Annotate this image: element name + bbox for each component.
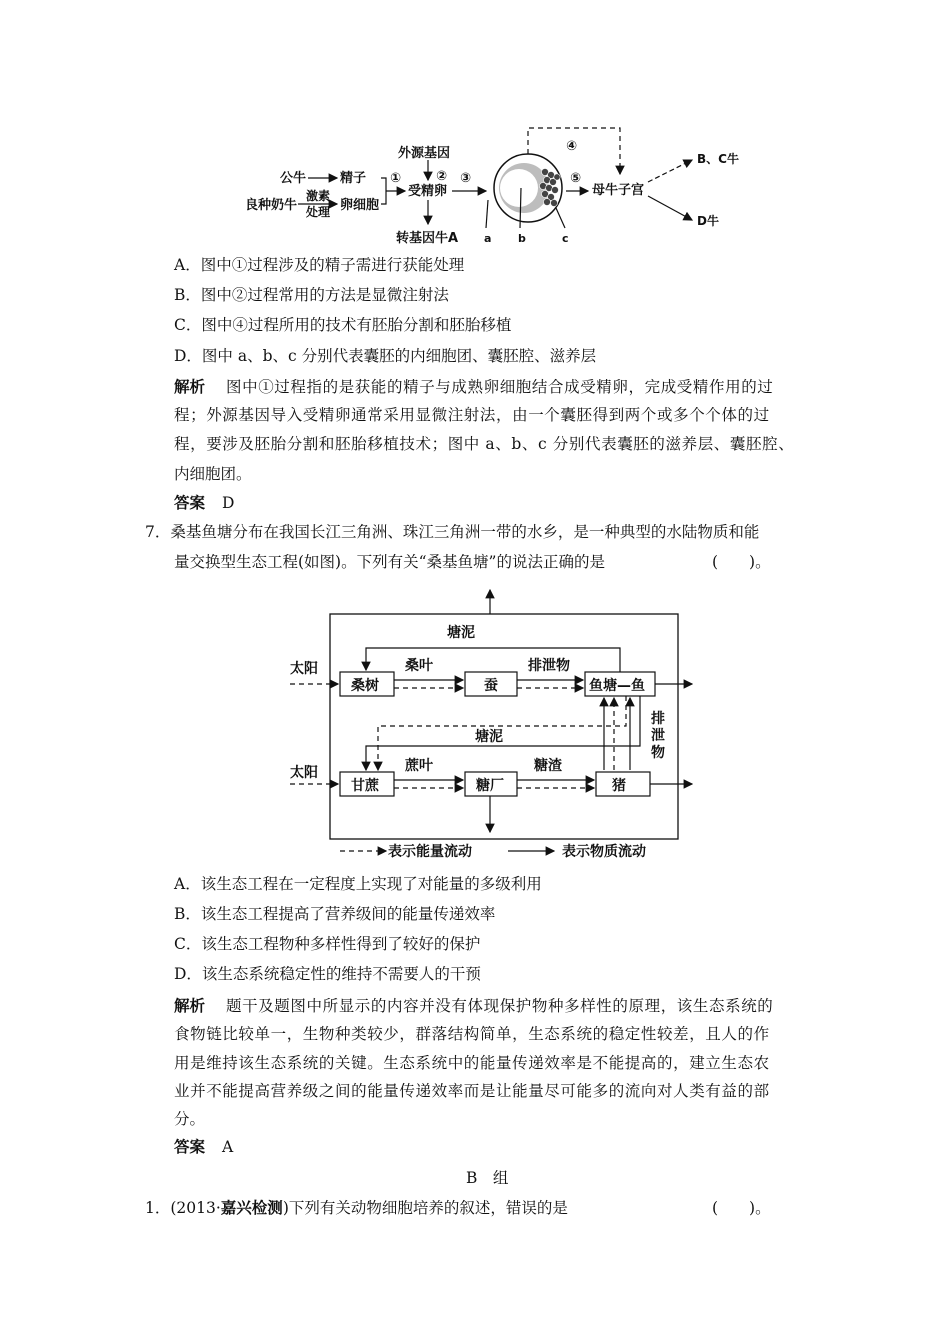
excrement-v-2: 泄 <box>651 728 665 744</box>
legend-matter-label: 表示物质流动 <box>562 844 646 860</box>
bull-label: 公牛 <box>280 171 307 186</box>
sugar-mill-box: 糖厂 <box>476 778 504 794</box>
step4-label: ④ <box>566 139 578 154</box>
section-b-heading: B 组 <box>466 1169 509 1187</box>
q7-analysis-line-2: 食物链比较单一，生物种类较少，群落结构简单，生态系统的稳定性较差，且人的作 <box>174 1025 770 1043</box>
fertilized-egg-label: 受精卵 <box>408 184 448 199</box>
q6-option-b: B．图中②过程常用的方法是显微注射法 <box>174 286 449 304</box>
q7-answer-label: 答案 <box>174 1138 206 1156</box>
q7-stem-line-1: 7．桑基鱼塘分布在我国长江三角洲、珠江三角洲一带的水乡，是一种典型的水陆物质和能 <box>145 523 760 541</box>
q7-option-a: A．该生态工程在一定程度上实现了对能量的多级利用 <box>174 875 542 893</box>
q7-answer-paren: ( )。 <box>712 553 771 571</box>
q7-option-d: D．该生态系统稳定性的维持不需要人的干预 <box>174 965 481 983</box>
label-b: b <box>518 232 526 245</box>
q6-analysis-line-4: 内细胞团。 <box>174 465 252 483</box>
mulberry-leaf-label: 桑叶 <box>405 658 433 674</box>
b1-prefix: 1．(2013· <box>145 1199 221 1217</box>
label-a: a <box>484 232 492 245</box>
transgenic-label: 转基因牛A <box>396 231 459 246</box>
q6-answer: D <box>222 494 235 512</box>
b1-question <box>145 1198 568 1218</box>
fishpond-box: 鱼塘—鱼 <box>589 678 645 694</box>
cow-label: 良种奶牛 <box>245 198 298 213</box>
egg-label: 卵细胞 <box>340 198 380 213</box>
uterus-label: 母牛子宫 <box>592 183 645 198</box>
q6-analysis-line-2: 程；外源基因导入受精卵通常采用显微注射法，由一个囊胚得到两个或多个个体的过 <box>174 406 770 424</box>
q7-analysis-line-4: 业并不能提高营养级之间的能量传递效率而是让能量尽可能多的流向对人类有益的部 <box>174 1082 770 1100</box>
q6-option-c: C．图中④过程所用的技术有胚胎分割和胚胎移植 <box>174 316 512 334</box>
q7-stem-line-2: 量交换型生态工程(如图)。下列有关“桑基鱼塘”的说法正确的是 <box>174 553 605 571</box>
q7-analysis-label: 解析 <box>174 997 206 1015</box>
q6-analysis-line-1: 图中①过程指的是获能的精子与成熟卵细胞结合成受精卵，完成受精作用的过 <box>226 378 774 396</box>
q7-option-c: C．该生态工程物种多样性得到了较好的保护 <box>174 935 481 953</box>
d-cow-label: D牛 <box>697 214 719 228</box>
q6-analysis-line-3: 程，要涉及胚胎分割和胚胎移植技术；图中 a、b、c 分别代表囊胚的滋养层、囊胚腔、 <box>174 435 795 453</box>
b1-text: )下列有关动物细胞培养的叙述，错误的是 <box>282 1199 568 1217</box>
sun-label-1: 太阳 <box>290 661 318 677</box>
q6-answer-label: 答案 <box>174 494 206 512</box>
label-c: c <box>562 232 569 245</box>
sugarcane-box: 甘蔗 <box>351 778 379 794</box>
mulberry-fishpond-diagram <box>0 580 950 870</box>
bc-cow-label: B、C牛 <box>697 152 739 166</box>
pond-mud-top-label: 塘泥 <box>447 625 475 641</box>
pig-box: 猪 <box>612 778 626 794</box>
legend-energy-label: 表示能量流动 <box>388 844 472 860</box>
b1-answer-paren: ( )。 <box>712 1199 771 1217</box>
sugar-residue-label: 糖渣 <box>534 758 562 774</box>
hormone-label-1: 激素 <box>306 189 331 203</box>
b1-source: 嘉兴检测 <box>220 1199 283 1217</box>
cane-leaf-label: 蔗叶 <box>405 758 433 774</box>
q6-option-d: D．图中 a、b、c 分别代表囊胚的内细胞团、囊胚腔、滋养层 <box>174 347 597 365</box>
q7-analysis-line-5: 分。 <box>174 1110 206 1128</box>
foreign-gene-label: 外源基因 <box>398 146 451 161</box>
q6-option-a: A．图中①过程涉及的精子需进行获能处理 <box>174 256 465 274</box>
pond-mud-mid-label: 塘泥 <box>475 729 503 745</box>
mulberry-tree-box: 桑树 <box>351 678 379 694</box>
excrement-v-3: 物 <box>651 745 665 761</box>
step5-label: ⑤ <box>570 171 582 186</box>
q7-answer: A <box>222 1138 234 1156</box>
hormone-label-2: 处理 <box>306 205 331 219</box>
q7-analysis-line-3: 用是维持该生态系统的关键。生态系统中的能量传递效率是不能提高的，建立生态农 <box>174 1054 770 1072</box>
sperm-label: 精子 <box>340 171 367 186</box>
silkworm-box: 蚕 <box>484 678 498 694</box>
excrement-v-1: 排 <box>651 711 665 727</box>
q7-analysis-line-1: 题干及题图中所显示的内容并没有体现保护物种多样性的原理，该生态系统的 <box>226 997 774 1015</box>
step2-label: ② <box>436 169 448 184</box>
sun-label-2: 太阳 <box>290 765 318 781</box>
step1-label: ① <box>390 171 402 186</box>
q6-analysis-label: 解析 <box>174 378 206 396</box>
step3-label: ③ <box>460 171 472 186</box>
q7-option-b: B．该生态工程提高了营养级间的能量传递效率 <box>174 905 496 923</box>
excrement-label: 排泄物 <box>528 658 570 674</box>
